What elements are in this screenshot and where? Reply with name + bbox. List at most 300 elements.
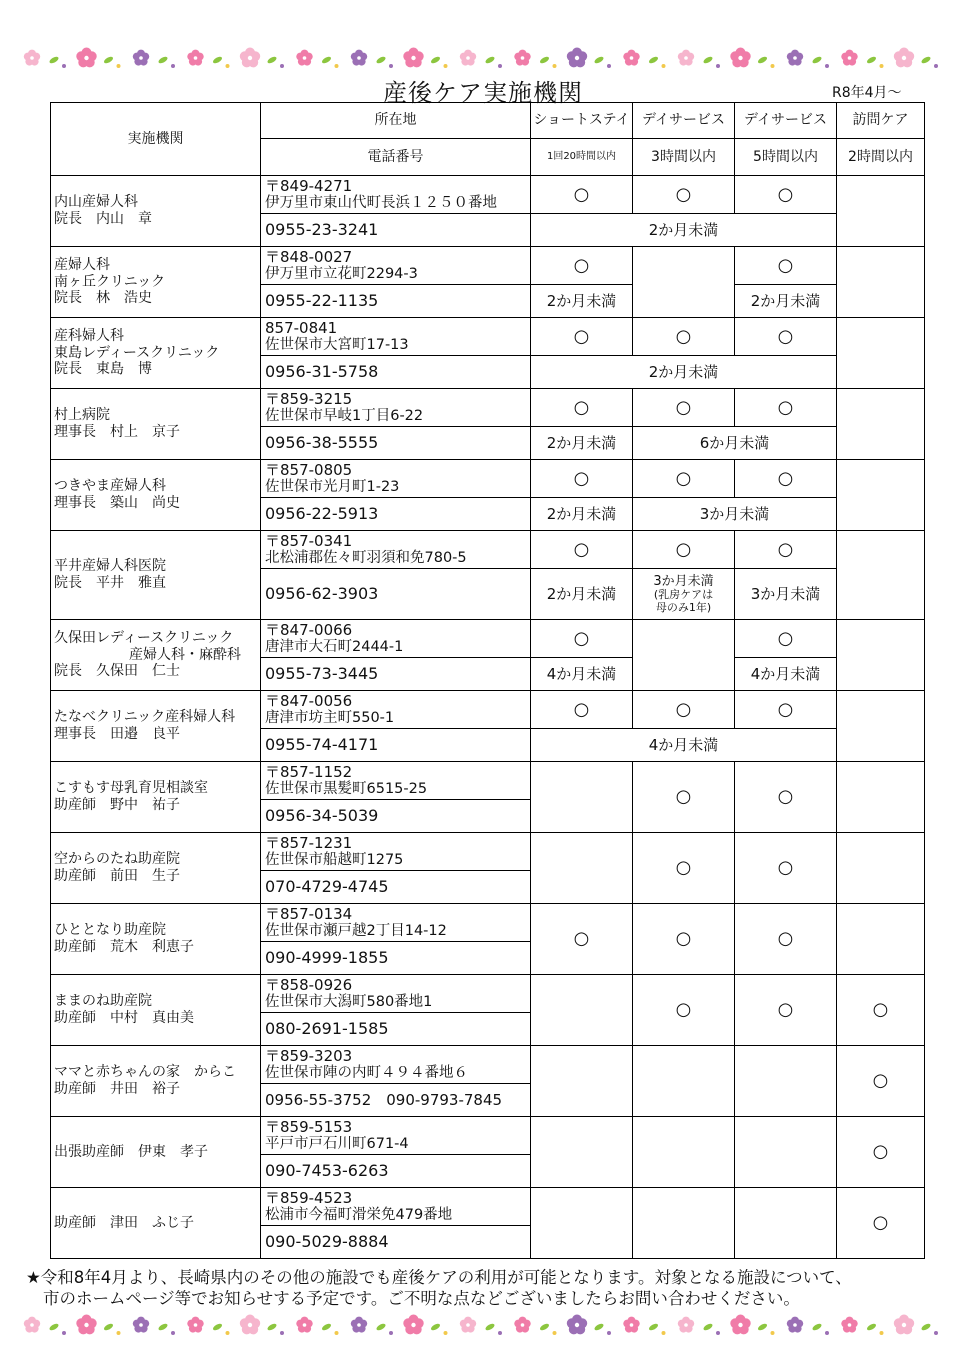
day-service-3h-available: ○: [633, 762, 735, 833]
leaf-icon: [702, 55, 713, 64]
short-stay-available: ○: [531, 176, 633, 214]
leaf-icon: [757, 55, 768, 64]
header-visit-care-limit: 2時間以内: [837, 139, 925, 176]
day-service-3h-empty: [633, 247, 735, 318]
institution-name-line: 空からのたね助産院: [54, 851, 180, 868]
day-service-3h-available: ○: [633, 833, 735, 904]
phone-number: 0955-73-3445: [261, 658, 531, 691]
day-service-5h-available: ○: [735, 247, 837, 285]
institution-director: 院長 林 浩史: [54, 290, 152, 307]
institution-name: [51, 1117, 261, 1188]
flower-icon: [133, 1317, 149, 1333]
dot-icon: [553, 64, 557, 68]
institution-name-line: 出張助産師 伊東 孝子: [54, 1143, 208, 1160]
institution-name-line: 久保田レディースクリニック: [54, 629, 234, 646]
institution-name-line: 南ヶ丘クリニック: [54, 273, 166, 290]
leaf-icon: [375, 1322, 386, 1331]
institution-director: 理事長 村上 京子: [54, 424, 180, 440]
phone-number: 0956-38-5555: [261, 427, 531, 460]
flower-icon: [460, 50, 476, 66]
flower-icon: [787, 1317, 803, 1333]
dot-icon: [444, 1331, 448, 1335]
day-service-3h-available: ○: [633, 318, 735, 356]
visit-care-available: ○: [837, 1117, 925, 1188]
address-cell: [261, 691, 531, 729]
postal-code: 〒858-0926: [265, 975, 353, 994]
institution-director: 助産師 野中 祐子: [54, 797, 180, 813]
street-address: 唐津市坊主町550-1: [265, 709, 395, 726]
street-address: 佐世保市黒髪町6515-25: [265, 780, 428, 797]
leaf-icon: [430, 55, 441, 64]
flower-icon: [240, 48, 260, 68]
leaf-icon: [757, 1322, 768, 1331]
short-stay-available: ○: [531, 620, 633, 658]
short-stay-available: ○: [531, 904, 633, 975]
day-service-3h-available: ○: [633, 176, 735, 214]
header-short-stay: ショートステイ: [531, 103, 633, 139]
street-address: 伊万里市東山代町長浜１２５０番地: [265, 194, 497, 211]
flower-icon: [187, 1317, 203, 1333]
leaf-icon: [593, 55, 604, 64]
visit-care-empty: [837, 762, 925, 833]
flower-icon: [894, 1315, 914, 1335]
street-address: 平戸市戸石川町671-4: [265, 1135, 409, 1152]
dot-icon: [825, 1331, 829, 1335]
age-limit: 4か月未満: [531, 658, 633, 691]
dot-icon: [607, 1331, 611, 1335]
postal-code: 〒849-4271: [265, 176, 353, 195]
postal-code: 〒859-3215: [265, 389, 353, 408]
day-service-3h-empty: [633, 1117, 735, 1188]
dot-icon: [771, 64, 775, 68]
flower-border-top: [18, 38, 948, 78]
header-day-service-5h: デイサービス: [735, 103, 837, 139]
header-phone: 電話番号: [261, 139, 531, 176]
institution-director: 助産師 荒木 利恵子: [54, 939, 194, 955]
flower-icon: [133, 50, 149, 66]
day-service-3h-available: ○: [633, 460, 735, 498]
day-service-3h-available: ○: [633, 975, 735, 1046]
dot-icon: [226, 1331, 230, 1335]
institution-name: [51, 318, 261, 389]
institution-director: 助産師 中村 真由美: [54, 1010, 194, 1026]
street-address: 北松浦郡佐々町羽須和免780-5: [265, 549, 467, 566]
age-limit: 6か月未満: [633, 427, 837, 460]
day-service-5h-available: ○: [735, 531, 837, 569]
postal-code: 〒857-1231: [265, 833, 353, 852]
flower-icon: [351, 1317, 367, 1333]
flower-icon: [787, 50, 803, 66]
phone-number: 0955-22-1135: [261, 285, 531, 318]
flower-icon: [187, 50, 203, 66]
dot-icon: [171, 1331, 175, 1335]
age-limit: 2か月未満: [531, 356, 837, 389]
dot-icon: [280, 64, 284, 68]
dot-icon: [825, 64, 829, 68]
address-cell: [261, 389, 531, 427]
institution-name: [51, 762, 261, 833]
short-stay-empty: [531, 1188, 633, 1259]
dot-icon: [716, 64, 720, 68]
institution-name-line: こすもす母乳育児相談室: [54, 780, 208, 797]
dot-icon: [335, 1331, 339, 1335]
short-stay-available: ○: [531, 460, 633, 498]
age-limit: 2か月未満: [531, 427, 633, 460]
phone-number: 0956-22-5913: [261, 498, 531, 531]
short-stay-available: ○: [531, 318, 633, 356]
phone-number: 090-4999-1855: [261, 942, 531, 975]
postal-code: 〒847-0056: [265, 691, 353, 710]
institution-name-line: 内山産婦人科: [54, 194, 138, 211]
short-stay-empty: [531, 762, 633, 833]
age-limit-note: (乳房ケアは: [653, 588, 714, 602]
institution-name: [51, 1188, 261, 1259]
flower-icon: [567, 48, 587, 68]
institution-director: 院長 平井 雅直: [54, 575, 166, 591]
header-visit-care: 訪問ケア: [837, 103, 925, 139]
institution-name: [51, 247, 261, 318]
street-address: 佐世保市早岐1丁目6-22: [265, 407, 424, 424]
day-service-5h-available: ○: [735, 833, 837, 904]
institution-name-line: つきやま産婦人科: [54, 478, 166, 495]
visit-care-available: ○: [837, 1046, 925, 1117]
flower-icon: [623, 1317, 639, 1333]
phone-number: 0955-74-4171: [261, 729, 531, 762]
flower-icon: [514, 50, 530, 66]
address-cell: [261, 620, 531, 658]
day-service-3h-available: ○: [633, 531, 735, 569]
flower-icon: [841, 1317, 857, 1333]
dot-icon: [880, 64, 884, 68]
day-service-3h-available: ○: [633, 904, 735, 975]
flower-icon: [76, 1315, 96, 1335]
dot-icon: [553, 1331, 557, 1335]
institution-name-line: たなべクリニック産科婦人科: [54, 709, 236, 726]
phone-number: 0956-31-5758: [261, 356, 531, 389]
short-stay-available: ○: [531, 531, 633, 569]
leaf-icon: [648, 55, 659, 64]
street-address: 佐世保市船越町1275: [265, 851, 404, 868]
effective-date: R8年4月～: [832, 85, 902, 101]
leaf-icon: [48, 55, 59, 64]
postal-code: 〒859-4523: [265, 1188, 353, 1207]
flower-icon: [894, 48, 914, 68]
leaf-icon: [539, 1322, 550, 1331]
visit-care-available: ○: [837, 975, 925, 1046]
flower-icon: [24, 50, 40, 66]
dot-icon: [389, 1331, 393, 1335]
street-address: 松浦市今福町滑栄免479番地: [265, 1206, 453, 1223]
visit-care-empty: [837, 620, 925, 691]
institution-name-line: 村上病院: [54, 407, 110, 424]
visit-care-empty: [837, 247, 925, 318]
address-cell: [261, 460, 531, 498]
dot-icon: [226, 64, 230, 68]
age-limit: 3か月未満: [633, 498, 837, 531]
street-address: 佐世保市瀬戸越2丁目14-12: [265, 922, 447, 939]
day-service-5h-available: ○: [735, 318, 837, 356]
flower-icon: [730, 48, 750, 68]
dot-icon: [389, 64, 393, 68]
institution-name-line: ひととなり助産院: [54, 922, 166, 939]
flower-icon: [403, 1315, 423, 1335]
flower-border-bottom: [18, 1305, 948, 1345]
postal-code: 〒857-0805: [265, 460, 353, 479]
day-service-5h-available: ○: [735, 176, 837, 214]
day-service-5h-available: ○: [735, 904, 837, 975]
institution-name: [51, 531, 261, 620]
leaf-icon: [539, 55, 550, 64]
age-limit-with-note: [633, 569, 735, 620]
dot-icon: [771, 1331, 775, 1335]
flower-icon: [567, 1315, 587, 1335]
page-title: 産後ケア実施機関: [383, 79, 583, 107]
postal-code: 〒848-0027: [265, 247, 353, 266]
institution-name: [51, 460, 261, 531]
visit-care-empty: [837, 460, 925, 531]
street-address: 佐世保市大宮町17-13: [265, 336, 409, 353]
age-limit: 2か月未満: [735, 285, 837, 318]
leaf-icon: [103, 1322, 114, 1331]
institution-director: 院長 東島 博: [54, 361, 152, 378]
postal-code: 〒857-1152: [265, 762, 353, 781]
visit-care-empty: [837, 318, 925, 389]
header-day-service-3h: デイサービス: [633, 103, 735, 139]
institution-name-line: 産婦人科・麻酔科: [129, 646, 241, 663]
institution-director: 理事長 田邉 良平: [54, 726, 180, 742]
age-limit: 2か月未満: [531, 569, 633, 620]
visit-care-empty: [837, 531, 925, 620]
postal-code: 〒857-0341: [265, 531, 353, 550]
institution-name: [51, 904, 261, 975]
leaf-icon: [593, 1322, 604, 1331]
flower-icon: [678, 1317, 694, 1333]
header-address: 所在地: [261, 103, 531, 139]
phone-number: 0955-23-3241: [261, 214, 531, 247]
flower-icon: [24, 1317, 40, 1333]
flower-icon: [240, 1315, 260, 1335]
flower-icon: [296, 50, 312, 66]
institution-name: [51, 975, 261, 1046]
dot-icon: [662, 64, 666, 68]
header-institution: 実施機関: [51, 103, 261, 176]
flower-icon: [296, 1317, 312, 1333]
dot-icon: [498, 1331, 502, 1335]
institution-director: 院長 内山 章: [54, 211, 152, 227]
institution-name: [51, 691, 261, 762]
day-service-3h-available: ○: [633, 389, 735, 427]
flower-icon: [730, 1315, 750, 1335]
leaf-icon: [266, 1322, 277, 1331]
leaf-icon: [321, 1322, 332, 1331]
dot-icon: [880, 1331, 884, 1335]
day-service-5h-available: ○: [735, 460, 837, 498]
dot-icon: [716, 1331, 720, 1335]
dot-icon: [62, 1331, 66, 1335]
institution-name: [51, 1046, 261, 1117]
phone-number: 0956-62-3903: [261, 569, 531, 620]
dot-icon: [498, 64, 502, 68]
short-stay-available: ○: [531, 389, 633, 427]
phone-number: 070-4729-4745: [261, 871, 531, 904]
leaf-icon: [375, 55, 386, 64]
leaf-icon: [266, 55, 277, 64]
institution-director: 院長 久保田 仁士: [54, 663, 180, 680]
phone-number: 0956-34-5039: [261, 800, 531, 833]
day-service-3h-available: ○: [633, 691, 735, 729]
visit-care-empty: [837, 833, 925, 904]
age-limit: 2か月未満: [531, 498, 633, 531]
address-cell: [261, 1188, 531, 1226]
age-limit: 3か月未満: [735, 569, 837, 620]
dot-icon: [335, 64, 339, 68]
institution-name-line: 産科婦人科: [54, 327, 124, 344]
age-limit: 2か月未満: [531, 285, 633, 318]
dot-icon: [280, 1331, 284, 1335]
postal-code: 〒857-0134: [265, 904, 353, 923]
flower-icon: [460, 1317, 476, 1333]
day-service-5h-available: ○: [735, 691, 837, 729]
leaf-icon: [866, 1322, 877, 1331]
phone-number: 090-7453-6263: [261, 1155, 531, 1188]
institution-director: 助産師 前田 生子: [54, 868, 180, 884]
short-stay-available: ○: [531, 247, 633, 285]
institution-name-line: 産婦人科: [54, 256, 110, 273]
dot-icon: [444, 64, 448, 68]
flower-icon: [76, 48, 96, 68]
address-cell: [261, 247, 531, 285]
address-cell: [261, 1046, 531, 1084]
leaf-icon: [648, 1322, 659, 1331]
institution-name-line: ママと赤ちゃんの家 からこ: [54, 1064, 236, 1081]
leaf-icon: [702, 1322, 713, 1331]
address-cell: [261, 762, 531, 800]
leaf-icon: [811, 1322, 822, 1331]
postal-code: 〒847-0066: [265, 620, 353, 639]
day-service-5h-empty: [735, 1117, 837, 1188]
address-cell: [261, 975, 531, 1013]
leaf-icon: [866, 55, 877, 64]
phone-number: 080-2691-1585: [261, 1013, 531, 1046]
day-service-3h-empty: [633, 1046, 735, 1117]
leaf-icon: [811, 55, 822, 64]
institution-name: [51, 176, 261, 247]
street-address: 唐津市大石町2444-1: [265, 638, 404, 655]
age-limit: 3か月未満: [653, 573, 714, 589]
footer-line: ★令和8年4月より、長崎県内のその他の施設でも産後ケアの利用が可能となります。対象となる施設について、: [26, 1268, 852, 1287]
age-limit-note: 母のみ1年): [655, 600, 712, 614]
institution-name-line: 助産師 津田 ふじ子: [54, 1214, 194, 1231]
institution-director: 助産師 井田 裕子: [54, 1081, 180, 1097]
leaf-icon: [212, 55, 223, 64]
dot-icon: [117, 64, 121, 68]
short-stay-empty: [531, 975, 633, 1046]
address-cell: [261, 531, 531, 569]
postal-code: 〒859-5153: [265, 1117, 353, 1136]
address-cell: [261, 904, 531, 942]
age-limit: 2か月未満: [531, 214, 837, 247]
header-day-service-5h-limit: 5時間以内: [735, 139, 837, 176]
short-stay-available: ○: [531, 691, 633, 729]
short-stay-empty: [531, 833, 633, 904]
postal-code: 857-0841: [265, 318, 338, 337]
day-service-5h-available: ○: [735, 389, 837, 427]
age-limit: 4か月未満: [735, 658, 837, 691]
leaf-icon: [920, 1322, 931, 1331]
postal-code: 〒859-3203: [265, 1046, 353, 1065]
day-service-3h-empty: [633, 1188, 735, 1259]
flower-icon: [623, 50, 639, 66]
postpartum-care-table: [50, 102, 925, 1259]
dot-icon: [62, 64, 66, 68]
address-cell: [261, 1117, 531, 1155]
visit-care-empty: [837, 904, 925, 975]
leaf-icon: [157, 55, 168, 64]
leaf-icon: [430, 1322, 441, 1331]
day-service-5h-empty: [735, 1188, 837, 1259]
address-cell: [261, 176, 531, 214]
phone-number: 090-5029-8884: [261, 1226, 531, 1259]
leaf-icon: [212, 1322, 223, 1331]
flower-icon: [514, 1317, 530, 1333]
header-short-stay-limit: 1回20時間以内: [531, 139, 633, 176]
dot-icon: [607, 64, 611, 68]
flower-icon: [403, 48, 423, 68]
dot-icon: [934, 64, 938, 68]
street-address: 佐世保市大潟町580番地1: [265, 993, 433, 1010]
leaf-icon: [321, 55, 332, 64]
leaf-icon: [484, 55, 495, 64]
institution-name: [51, 620, 261, 691]
street-address: 佐世保市陣の内町４９４番地６: [265, 1064, 468, 1081]
day-service-5h-available: ○: [735, 762, 837, 833]
day-service-5h-empty: [735, 1046, 837, 1117]
institution-name-line: 平井産婦人科医院: [54, 558, 166, 575]
flower-icon: [678, 50, 694, 66]
leaf-icon: [157, 1322, 168, 1331]
address-cell: [261, 833, 531, 871]
dot-icon: [171, 64, 175, 68]
footer-line: 市のホームページ等でお知らせする予定です。ご不明な点などございましたらお問い合わせください。: [43, 1288, 800, 1308]
street-address: 伊万里市立花町2294-3: [265, 265, 418, 282]
day-service-5h-available: ○: [735, 975, 837, 1046]
street-address: 佐世保市光月町1-23: [265, 478, 400, 495]
leaf-icon: [484, 1322, 495, 1331]
flower-icon: [841, 50, 857, 66]
visit-care-empty: [837, 176, 925, 247]
institution-name: [51, 389, 261, 460]
header-day-service-3h-limit: 3時間以内: [633, 139, 735, 176]
institution-name: [51, 833, 261, 904]
day-service-5h-available: ○: [735, 620, 837, 658]
visit-care-empty: [837, 389, 925, 460]
age-limit: 4か月未満: [531, 729, 837, 762]
visit-care-available: ○: [837, 1188, 925, 1259]
dot-icon: [934, 1331, 938, 1335]
leaf-icon: [48, 1322, 59, 1331]
short-stay-empty: [531, 1117, 633, 1188]
institution-name-line: 東島レディースクリニック: [54, 344, 220, 361]
dot-icon: [117, 1331, 121, 1335]
flower-icon: [351, 50, 367, 66]
address-cell: [261, 318, 531, 356]
institution-name-line: ままのね助産院: [54, 993, 152, 1010]
day-service-3h-empty: [633, 620, 735, 691]
institution-director: 理事長 築山 尚史: [54, 495, 180, 511]
leaf-icon: [103, 55, 114, 64]
dot-icon: [662, 1331, 666, 1335]
footer-notice: [26, 1268, 946, 1309]
